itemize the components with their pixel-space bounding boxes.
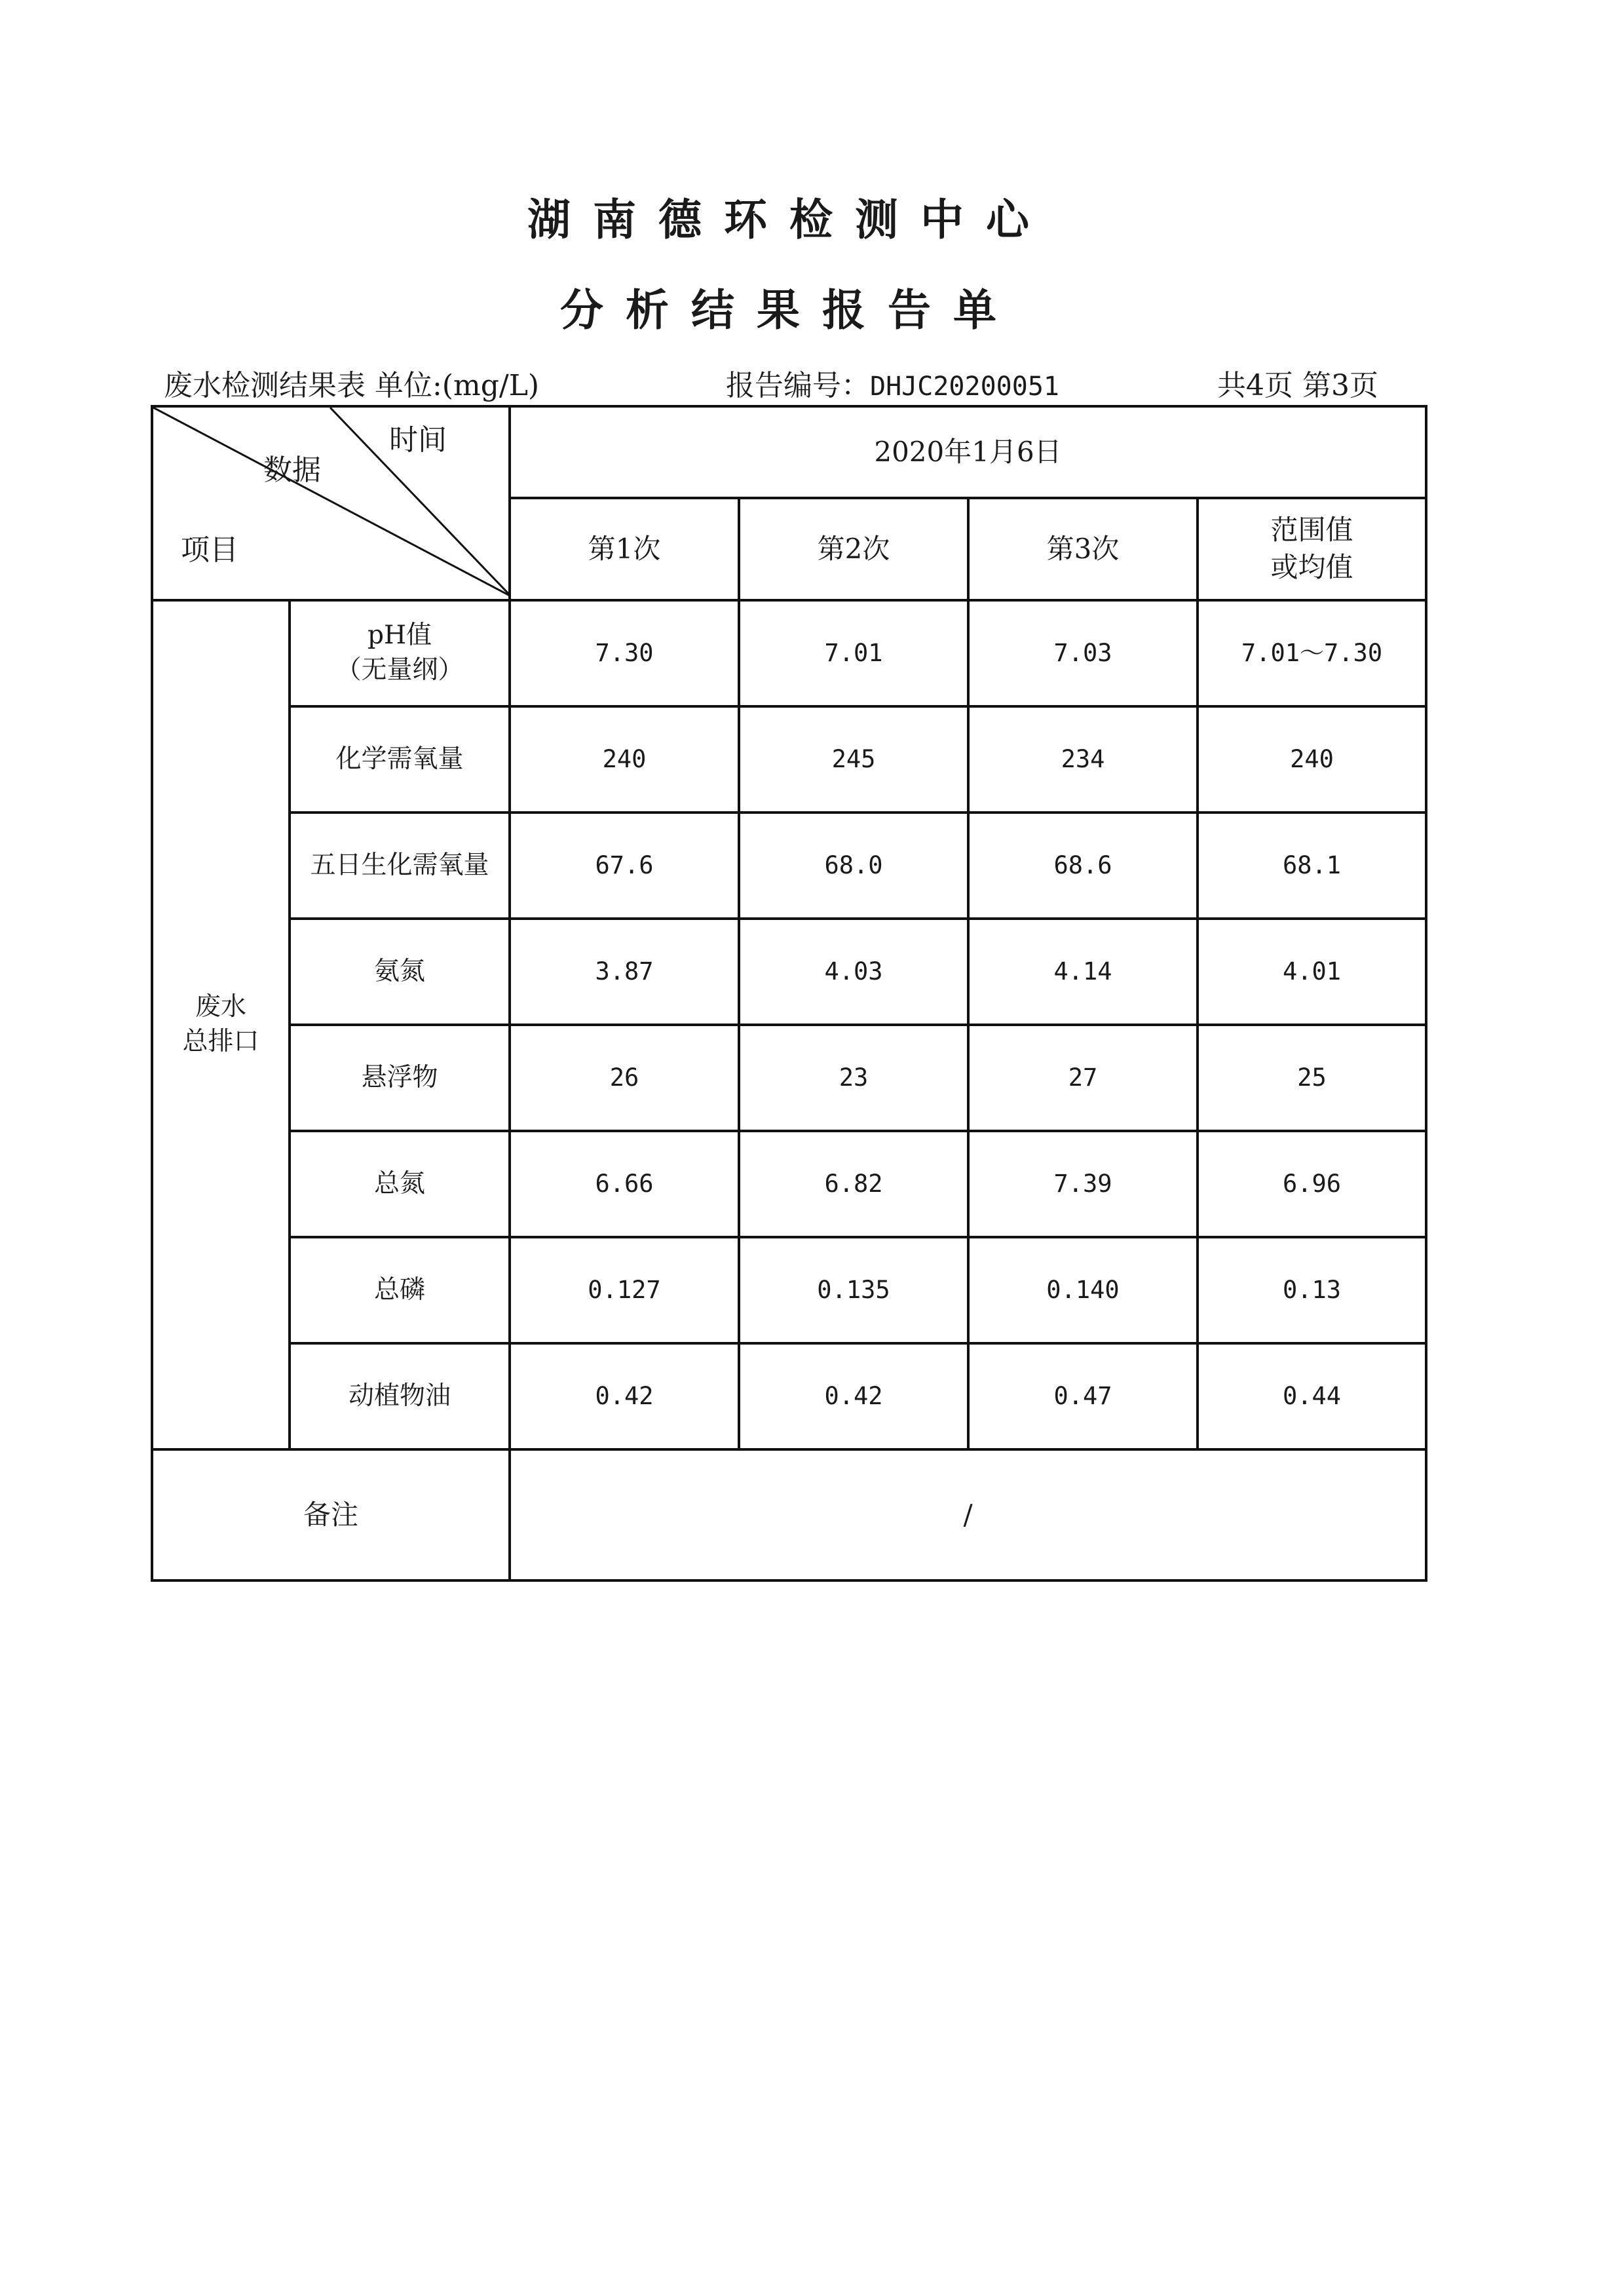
result-value: 4.14 — [968, 919, 1198, 1025]
result-value: 234 — [968, 706, 1198, 813]
parameter-name: 五日生化需氧量 — [290, 813, 510, 919]
result-value: 27 — [968, 1025, 1198, 1131]
result-value: 7.03 — [968, 600, 1198, 706]
result-value: 4.03 — [739, 919, 968, 1025]
corner-time-label: 时间 — [389, 423, 447, 457]
table-row — [152, 706, 1426, 813]
result-value: 23 — [739, 1025, 968, 1131]
table-row — [152, 1025, 1426, 1131]
parameter-name: pH值 （无量纲） — [290, 600, 510, 706]
column-header-2: 第2次 — [739, 498, 968, 600]
column-header-3: 第3次 — [968, 498, 1198, 600]
result-value: 26 — [510, 1025, 739, 1131]
result-value: 0.135 — [739, 1237, 968, 1343]
parameter-name: 悬浮物 — [290, 1025, 510, 1131]
corner-item-label: 项目 — [181, 533, 238, 567]
parameter-name: 总磷 — [290, 1237, 510, 1343]
column-header-4: 范围值 或均值 — [1198, 498, 1426, 600]
result-value: 0.42 — [739, 1343, 968, 1449]
results-body — [152, 600, 1426, 1449]
table-row — [152, 813, 1426, 919]
result-value: 3.87 — [510, 919, 739, 1025]
page-info: 共4页 第3页 — [1217, 369, 1378, 402]
table-row — [152, 1131, 1426, 1237]
remark-label: 备注 — [152, 1449, 510, 1580]
table-name: 废水检测结果表 单位:(mg/L) — [164, 369, 540, 402]
result-value: 7.01 — [739, 600, 968, 706]
parameter-name: 氨氮 — [290, 919, 510, 1025]
result-value: 4.01 — [1198, 919, 1426, 1025]
table-row — [152, 600, 1426, 706]
report-number — [726, 362, 1059, 404]
result-value: 7.01～7.30 — [1198, 600, 1426, 706]
result-value: 68.0 — [739, 813, 968, 919]
result-value: 0.47 — [968, 1343, 1198, 1449]
result-value: 67.6 — [510, 813, 739, 919]
corner-header — [152, 406, 510, 600]
sampling-date: 2020年1月6日 — [510, 406, 1426, 498]
table-row — [152, 1343, 1426, 1449]
report-number-label: 报告编号： — [726, 369, 870, 402]
report-number-value: DHJC20200051 — [870, 372, 1059, 402]
table-row — [152, 1237, 1426, 1343]
document-title: 分析结果报告单 — [560, 284, 1019, 335]
parameter-name: 化学需氧量 — [290, 706, 510, 813]
result-value: 245 — [739, 706, 968, 813]
result-value: 0.44 — [1198, 1343, 1426, 1449]
result-value: 240 — [510, 706, 739, 813]
result-value: 6.66 — [510, 1131, 739, 1237]
result-value: 0.13 — [1198, 1237, 1426, 1343]
results-table — [151, 405, 1427, 1582]
result-value: 6.96 — [1198, 1131, 1426, 1237]
result-value: 25 — [1198, 1025, 1426, 1131]
remark-value: / — [510, 1449, 1426, 1580]
result-value: 68.1 — [1198, 813, 1426, 919]
sampling-location: 废水 总排口 — [152, 600, 290, 1449]
parameter-name: 总氮 — [290, 1131, 510, 1237]
corner-data-label: 数据 — [263, 453, 321, 487]
org-name: 湖南德环检测中心 — [527, 194, 1051, 245]
result-value: 0.42 — [510, 1343, 739, 1449]
column-header-1: 第1次 — [510, 498, 739, 600]
parameter-name: 动植物油 — [290, 1343, 510, 1449]
result-value: 7.39 — [968, 1131, 1198, 1237]
result-value: 68.6 — [968, 813, 1198, 919]
table-row — [152, 919, 1426, 1025]
result-value: 6.82 — [739, 1131, 968, 1237]
result-value: 240 — [1198, 706, 1426, 813]
remark-row — [152, 1449, 1426, 1580]
result-value: 7.30 — [510, 600, 739, 706]
result-value: 0.140 — [968, 1237, 1198, 1343]
result-value: 0.127 — [510, 1237, 739, 1343]
